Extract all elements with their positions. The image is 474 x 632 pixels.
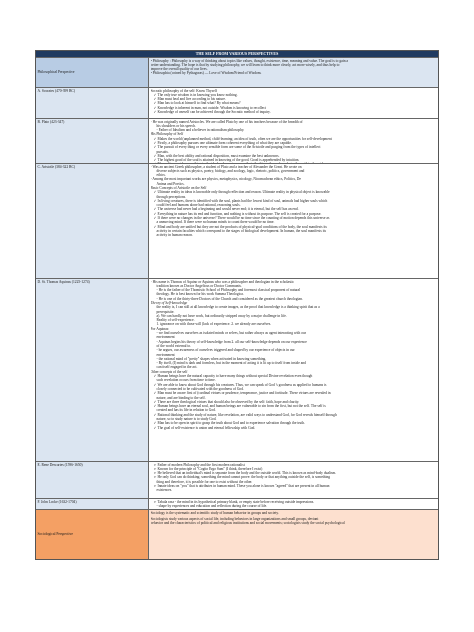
- text-line: - Among the most important works are physics, metaphysics, nicology, Nicomachean ethics, Politics, De: [150, 177, 301, 182]
- philosopher-row-aristotle: [36, 163, 438, 278]
- text-line: tradition known as Doctor Angelicus or Doctor Communis.: [156, 283, 242, 288]
- text-line: Theory of Self-knowledge: [150, 300, 188, 305]
- text-line: ✓ If there were no changes in the universe? There would be no time since the counting of motion depends this universe as: [151, 216, 437, 220]
- text-line: such revelation occurs from time to time.: [156, 378, 216, 383]
- text-line: better understanding. The hope is that by studying philosophy, we will learn to think more clearly, act more wisely, and thus help to: [150, 62, 340, 67]
- text-line: ✓ Rational thinking and the study of nature, like revelation, are valid ways to understand God, for God reveals himself through: [151, 413, 437, 417]
- philosopher-row-socrates: [36, 87, 438, 118]
- text-line: Sociologists study various aspects of social life, including behaviors in large organizations and small groups, deviant: [150, 516, 319, 521]
- text-line: - Aquinas begins his theory of self-knowledge from 2. all our self-knowledge depends on our experience: [156, 339, 307, 344]
- text-line: ✓ The goal of self-existence is union and eternal fellowship with God.: [151, 426, 437, 430]
- text-line: • Philosophia (coined by Pythagoras) — Love of Wisdom/Friend of Wisdom.: [150, 71, 262, 76]
- text-line: ✓ The universe had never had a beginning and would never end; it is eternal, but the self has an end.: [151, 207, 437, 211]
- text-line: ✓ Man has to be open in spirit to grasp the truth about God and to experience salvation through the truth.: [151, 421, 437, 425]
- text-line: - he argues, our awareness of ourselves triggered and shaped by our experience of objects in our: [156, 348, 295, 353]
- philosophical-perspective-row: [36, 57, 438, 87]
- text-line: pursuits.: [156, 149, 169, 154]
- text-line: could feel and humans alone had rational, reasoning souls.: [156, 203, 241, 208]
- sociological-perspective-content: [149, 510, 438, 559]
- text-line: ✓ Man must be aware first of (cardinal virtues or prudence, temperance, justice and fortitude. These virtues are revealed in: [151, 391, 437, 395]
- text-line: - shape by experiences and education and reflection during the course of life.: [156, 503, 268, 508]
- text-line: - By itself, (I) mind is dark and formless, but in the moment of acting it is lit up to itself from inside and: [156, 361, 306, 366]
- text-line: his shoulders or his speech.: [156, 123, 196, 128]
- text-line: Sociology is the systematic and scientific study of human behavior in groups and society.: [150, 510, 279, 515]
- text-line: - He was originally named Aristocles. We are called Plato by one of his teachers because of the breadth of: [150, 119, 303, 124]
- philosophical-perspective-content: [149, 58, 438, 87]
- philosopher-content: [149, 499, 438, 509]
- sociological-perspective-label: Sociological Perspective: [36, 510, 149, 559]
- text-line: ✓ Man must heal and live according to his nature.: [151, 97, 437, 101]
- text-line: - He is the father of the Thomistic School of Philosophy and foremost classical proponent of natural: [156, 288, 301, 293]
- text-line: ✓ Everything in nature has its end and function, and nothing is without its purpose. The self is created for a purpose.: [151, 212, 437, 216]
- text-line: a unmoving mind. If there were no human minds to count there would be no time.: [156, 220, 275, 225]
- text-line: ➢ Father of modern Philosophy and the first modern rationalist: [151, 463, 437, 467]
- philosopher-label: A. Socrates (470-399 BC): [36, 88, 149, 118]
- text-line: improve the overall quality of our lives.: [150, 67, 208, 72]
- text-line: ✓ The pursuit of every thing or every sensible form are some of the Aristotle and purging from the types of intellect: [151, 145, 437, 149]
- text-line: Anima and Poetics.: [156, 181, 185, 186]
- text-line: prerequisite.: [156, 309, 175, 314]
- text-line: - the rational mind of "pretty" shapes when activated in knowing something.: [156, 356, 267, 361]
- text-line: nature, so to study nature is to study God.: [156, 417, 217, 421]
- text-line: - He is one of the thirty-three Doctors of the Church and considered as the greatest church theologian.: [156, 296, 303, 301]
- text-line: Other concepts of the self: [150, 369, 188, 374]
- text-line: activity in human reason.: [156, 233, 193, 238]
- philosopher-row-plato: [36, 118, 438, 163]
- text-line: activity in certain faculties which correspond to the stages of biological development. In human, the soul manifests its: [156, 228, 327, 233]
- philosopher-content: [149, 462, 438, 498]
- text-line: ➢ Known for the principle of "Cogito Ergo Sum" (I think, therefore I exist): [151, 467, 437, 471]
- philosopher-label: E. Rene Descartes (1596-1650): [36, 462, 149, 498]
- text-line: through perceptions.: [156, 194, 187, 199]
- text-line: ✓ Ultimate reality in ideas is knowable only through reflection and reason. Ultimate reality in physical object is knowable: [151, 190, 437, 194]
- text-line: - we find ourselves ourselves as isolated minds or selves, but rather always as agent interacting with our: [156, 331, 307, 336]
- text-line: behavior and the characteristics of political and religious institutions and social movements; sociologists study the social psychological: [150, 521, 345, 526]
- text-line: environment: [156, 335, 175, 340]
- text-line: ✓ Firstly, a philosophy pursues one ultimate form coherent everything of what they are capable.: [151, 141, 437, 145]
- text-line: ✓ Makes the world (unplanned method, child-learning; an idea of truth, often we are the opportunities for self-development: [151, 137, 437, 141]
- text-line: [151, 162, 437, 163]
- text-line: existences.: [156, 488, 173, 493]
- text-line: 1. ignorance on with those will (lack of experience. 2. we already are ourselves.: [156, 322, 272, 327]
- text-line: diverse subjects such as physics, poetry, biology, and zoology, logic, rhetoric, politics, government and: [156, 168, 305, 173]
- text-line: His Philosophy of Self: [150, 132, 184, 137]
- philosopher-label: F. John Locke (1632-1704): [36, 499, 149, 509]
- philosopher-label: C. Aristotle (384-322 BC): [36, 164, 149, 278]
- text-line: theology. He is best known for his work Summa Theologica.: [156, 292, 244, 297]
- philosopher-content: [149, 279, 438, 461]
- philosopher-label: D. St. Thomas Aquinas (1225-1274): [36, 279, 149, 461]
- text-line: ✓ The highest good of the soul is attained in knowing of the good. Good is apprehended by intuition.: [151, 158, 437, 162]
- text-line: ✓ The only true wisdom is in knowing you know nothing.: [151, 93, 437, 97]
- document-table: [35, 50, 439, 560]
- text-line: environment: [156, 352, 175, 357]
- philosopher-row-descartes: [36, 461, 438, 498]
- text-line: Socratic philosophy of the self: Know Thyself: [150, 88, 217, 93]
- text-line: - Was an ancient Greek philosopher, a student of Plato and a teacher of Alexander the Great. He wrote on: [150, 164, 302, 169]
- philosopher-content: [149, 164, 438, 278]
- text-line: ✓ Man, with the best ability and rational disposition, must examine the best unknowns.: [151, 154, 437, 158]
- text-line: ➢ He believed that an individual's mind is separate from the body and the outside world. This is known as mind-body dualism.: [151, 471, 437, 475]
- text-line: - Father of Idealism and a believer in rationalism philosophy.: [156, 128, 245, 133]
- text-line: a). We can hardly not have work, but ordinarily stripped away by a major challenge in life.: [156, 313, 287, 318]
- philosopher-label: B. Plato (423-347): [36, 119, 149, 163]
- text-line: For Aquinas:: [150, 326, 170, 331]
- text-line: ➢ Innate ideas on "you" that is attributes in human mind. These you alone is known "agreed" that are present in all human: [151, 484, 437, 488]
- sociological-perspective-row: [36, 509, 438, 559]
- text-line: nature, and are binding to the self.: [156, 395, 206, 400]
- philosopher-row-locke: [36, 498, 438, 509]
- philosopher-content: [149, 119, 438, 163]
- text-line: ✓ We are able to know about God through his creatures. Thus, we can speak of God 's goodness as applied to humans is: [151, 383, 437, 387]
- text-line: • Philosophy : Philosophy is a way of thinking about topics like values, thought, existence, time, meaning and value. The goal is to gain a: [150, 58, 349, 63]
- text-line: closely connected to be cultivated with the goodness of God.: [156, 386, 244, 391]
- text-line: ✓ Knowledge is inherent in man, not outside. Wisdom is knowing to recollect: [151, 106, 437, 110]
- text-line: ✓ Human beings have the natural capacity to have many things without special Divine revelation even though: [151, 374, 437, 378]
- text-line: of the world external to.: [156, 343, 192, 348]
- text-line: ✓ Knowledge of oneself can be achieved through the Socratic method of inquiry.: [151, 110, 437, 114]
- text-line: ethics.: [156, 173, 166, 178]
- text-line: the reality is, I can still at all knowledge to create images, as the proof that knowledge is a thinking spirit that as a: [156, 305, 320, 310]
- text-line: ✓ There are three theological virtues that should also be observed by the self: faith, hope and charity.: [151, 400, 437, 404]
- document-title: THE SELF FROM VARIOUS PERSPECTIVES: [36, 51, 438, 57]
- text-line: ➢ Tabula rasa - the mind in its hypothetical primary blank, or empty state before receiving outside impressions.: [151, 500, 437, 504]
- text-line: Reality of self-experience.: [156, 318, 195, 323]
- text-line: thing and therefore, it is possible for one to exist without the other.: [156, 479, 253, 484]
- philosophical-perspective-label: Philosophical Perspective: [36, 58, 149, 87]
- philosopher-row-aquinas: [36, 278, 438, 461]
- text-line: ✓ Human beings have an eternal soul, and human beings are vulnerable to sin from the first, but not the self. The self is: [151, 404, 437, 408]
- text-line: ➢ He only God can do thinking; something the mind cannot prove: the body or that anything outside the self, is something: [151, 475, 437, 479]
- text-line: ✓ Man has to look at himself to find what? By what means?: [151, 101, 437, 105]
- text-line: - His name is Thomas of Aquino or Aquinas who was a philosopher and theologian in the scholastic: [150, 279, 295, 284]
- philosopher-content: [149, 88, 438, 118]
- text-line: can itself engaged in the act.: [156, 365, 198, 370]
- text-line: ✓ Mind and body are unified but they are not the products of physical-goal conditions of the body, the soul manifests its: [151, 225, 437, 229]
- text-line: Basic Concepts of Aristotle on the Self: [150, 185, 207, 190]
- text-line: created and has its life in relation to God.: [156, 408, 216, 413]
- text-line: ✓ In living creatures, there is identified with the soul, plants had the lowest kind of soul, animals had higher souls which: [151, 199, 437, 203]
